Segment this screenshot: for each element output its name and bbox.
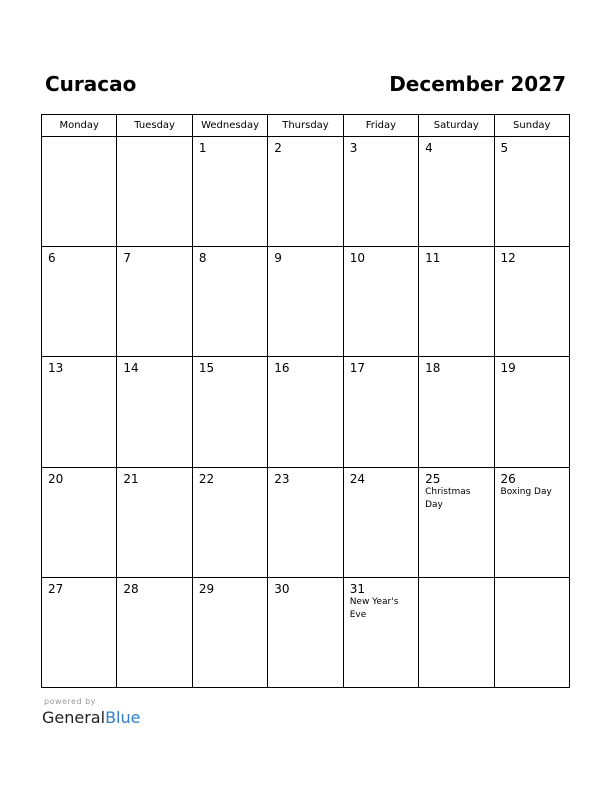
day-cell <box>494 577 569 687</box>
day-cell <box>268 247 343 357</box>
day-cell <box>494 467 569 577</box>
calendar-grid <box>41 114 570 688</box>
day-number: 14 <box>123 361 139 376</box>
week-row <box>42 357 570 467</box>
day-cell <box>419 137 494 247</box>
day-cell <box>117 137 192 247</box>
day-number: 8 <box>198 251 207 266</box>
day-cell <box>192 467 267 577</box>
day-cell <box>343 247 418 357</box>
day-number: 6 <box>48 251 56 266</box>
day-cell <box>42 357 117 467</box>
weekday-wednesday: Wednesday <box>192 115 267 137</box>
brand-logo <box>42 708 140 728</box>
day-cell <box>343 467 418 577</box>
day-cell <box>268 357 343 467</box>
day-cell <box>117 467 192 577</box>
day-cell <box>268 137 343 247</box>
holiday-label: Boxing Day <box>500 486 552 497</box>
day-number: 5 <box>500 141 509 155</box>
day-cell <box>117 247 192 357</box>
day-cell <box>419 357 494 467</box>
day-number: 22 <box>198 471 215 486</box>
day-number: 30 <box>274 581 290 596</box>
day-number: 16 <box>274 361 290 376</box>
day-number: 7 <box>123 251 132 266</box>
day-number: 2 <box>274 141 282 155</box>
week-row <box>42 247 570 357</box>
day-number: 19 <box>500 361 516 376</box>
day-number: 27 <box>48 581 64 596</box>
day-number: 17 <box>349 361 365 376</box>
day-cell <box>117 577 192 687</box>
week-row <box>42 137 570 247</box>
day-cell <box>192 137 267 247</box>
day-cell <box>343 357 418 467</box>
day-cell <box>42 577 117 687</box>
day-cell <box>42 137 117 247</box>
day-cell <box>42 467 117 577</box>
day-number: 18 <box>425 361 441 376</box>
day-number <box>117 137 191 141</box>
weekday-tuesday: Tuesday <box>117 115 192 137</box>
day-cell <box>192 577 267 687</box>
day-number: 12 <box>500 251 516 266</box>
day-number: 21 <box>123 471 139 486</box>
day-number: 20 <box>48 471 64 486</box>
weekday-header-row <box>42 115 570 137</box>
day-cell <box>419 577 494 687</box>
day-number: 29 <box>198 581 215 596</box>
day-number: 11 <box>425 251 441 266</box>
day-number: 15 <box>198 361 215 376</box>
day-cell <box>268 467 343 577</box>
weekday-monday: Monday <box>42 115 117 137</box>
day-cell <box>494 247 569 357</box>
day-number: 1 <box>198 141 207 155</box>
month-title: December 2027 <box>389 72 566 96</box>
day-number: 9 <box>274 251 282 266</box>
day-number <box>419 578 493 582</box>
day-cell <box>117 357 192 467</box>
day-number: 25 <box>425 471 441 486</box>
weekday-thursday: Thursday <box>268 115 343 137</box>
week-row <box>42 467 570 577</box>
calendar-body <box>42 137 570 688</box>
weekday-friday: Friday <box>343 115 418 137</box>
week-row <box>42 577 570 687</box>
day-number <box>42 137 116 141</box>
day-number: 28 <box>123 581 139 596</box>
country-title: Curacao <box>45 72 137 96</box>
day-number: 10 <box>349 251 365 266</box>
day-number: 24 <box>349 471 365 486</box>
day-cell <box>419 247 494 357</box>
day-number: 3 <box>349 141 358 155</box>
brand-blue-text: Blue <box>105 708 141 727</box>
day-cell <box>42 247 117 357</box>
day-cell <box>494 137 569 247</box>
powered-by-text: powered by <box>44 697 96 706</box>
day-number <box>495 578 569 582</box>
weekday-sunday: Sunday <box>494 115 569 137</box>
day-number: 31 <box>349 581 365 596</box>
day-cell <box>343 137 418 247</box>
weekday-saturday: Saturday <box>419 115 494 137</box>
day-cell <box>192 357 267 467</box>
day-number: 4 <box>425 141 433 155</box>
holiday-label: Christmas Day <box>425 486 471 510</box>
day-cell <box>419 467 494 577</box>
holiday-label: New Year's Eve <box>349 596 399 620</box>
day-cell <box>494 357 569 467</box>
brand-general-text: General <box>42 708 106 727</box>
day-cell <box>268 577 343 687</box>
day-cell <box>343 577 418 687</box>
day-number: 13 <box>48 361 64 376</box>
day-number: 26 <box>500 471 516 486</box>
day-number: 23 <box>274 471 290 486</box>
day-cell <box>192 247 267 357</box>
